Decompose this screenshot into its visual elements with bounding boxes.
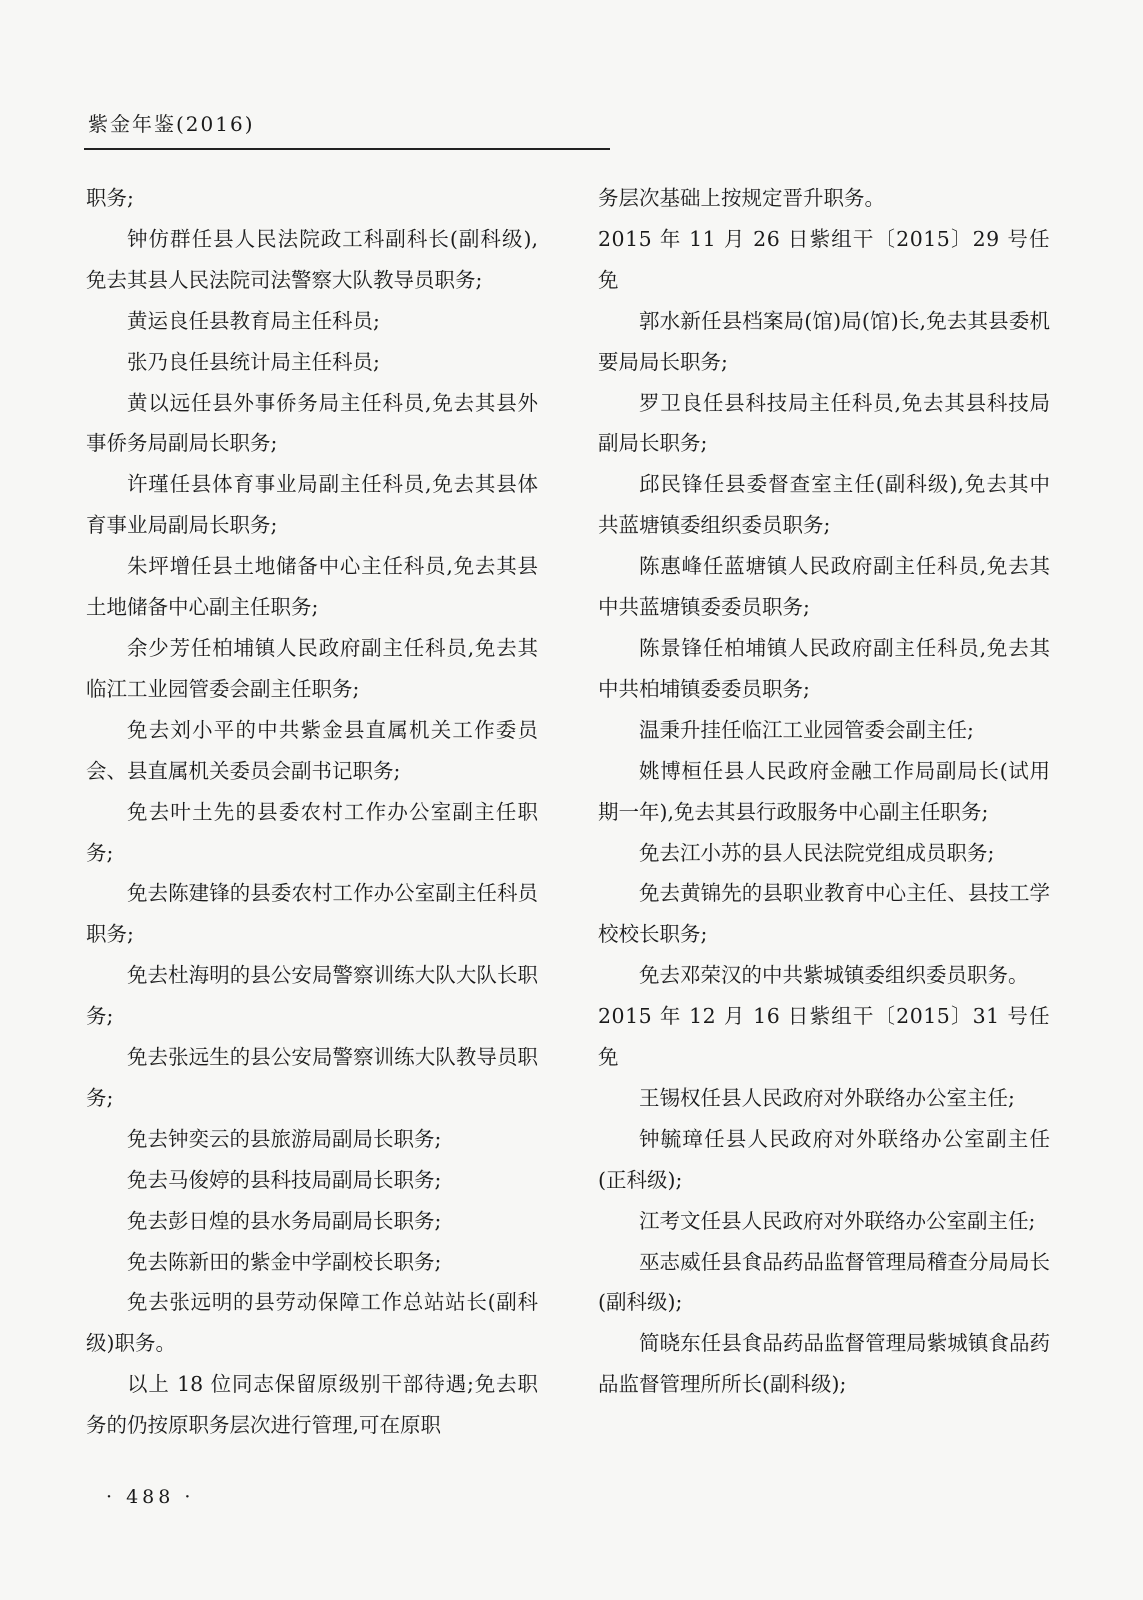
paragraph: 张乃良任县统计局主任科员; — [127, 349, 380, 374]
paragraph: 免去叶土先的县委农村工作办公室副主任职务; — [86, 799, 538, 865]
paragraph: 免去江小苏的县人民法院党组成员职务; — [639, 840, 995, 865]
paragraph: 简晓东任县食品药品监督管理局紫城镇食品药品监督管理所所长(副科级); — [598, 1331, 1050, 1397]
paragraph: 职务; — [86, 186, 134, 210]
paragraph: 王锡权任县人民政府对外联络办公室主任; — [639, 1085, 1015, 1110]
paragraph: 免去彭日煌的县水务局副局长职务; — [127, 1208, 442, 1233]
paragraph: 钟毓璋任县人民政府对外联络办公室副主任(正科级); — [598, 1126, 1050, 1192]
document-reference: 2015 年 12 月 16 日紫组干〔2015〕31 号任免 — [598, 1004, 1050, 1070]
paragraph: 免去钟奕云的县旅游局副局长职务; — [127, 1126, 442, 1151]
paragraph: 务层次基础上按规定晋升职务。 — [598, 186, 885, 210]
paragraph: 免去邓荣汉的中共紫城镇委组织委员职务。 — [639, 963, 1029, 988]
paragraph: 免去张远生的县公安局警察训练大队教导员职务; — [86, 1045, 538, 1110]
paragraph: 免去陈新田的紫金中学副校长职务; — [127, 1249, 442, 1274]
paragraph: 邱民锋任县委督查室主任(副科级),免去其中共蓝塘镇委组织委员职务; — [598, 472, 1050, 538]
paragraph: 陈惠峰任蓝塘镇人民政府副主任科员,免去其中共蓝塘镇委委员职务; — [598, 554, 1050, 620]
paragraph: 许瑾任县体育事业局副主任科员,免去其县体育事业局副局长职务; — [86, 472, 538, 538]
paragraph: 免去杜海明的县公安局警察训练大队大队长职务; — [86, 963, 538, 1029]
paragraph: 温秉升挂任临江工业园管委会副主任; — [639, 717, 974, 742]
right-column — [598, 178, 1050, 1405]
paragraph: 陈景锋任柏埔镇人民政府副主任科员,免去其中共柏埔镇委委员职务; — [598, 635, 1050, 701]
paragraph: 免去陈建锋的县委农村工作办公室副主任科员职务; — [86, 881, 538, 947]
paragraph: 余少芳任柏埔镇人民政府副主任科员,免去其临江工业园管委会副主任职务; — [86, 635, 538, 701]
paragraph: 江考文任县人民政府对外联络办公室副主任; — [639, 1208, 1036, 1233]
paragraph: 郭水新任县档案局(馆)局(馆)长,免去其县委机要局局长职务; — [598, 308, 1050, 374]
left-column — [86, 178, 538, 1446]
document-reference: 2015 年 11 月 26 日紫组干〔2015〕29 号任免 — [598, 226, 1050, 292]
header-rule — [84, 148, 610, 150]
paragraph: 以上 18 位同志保留原级别干部待遇;免去职务的仍按原职务层次进行管理,可在原职 — [86, 1372, 538, 1438]
page-number: · 488 · — [106, 1486, 195, 1508]
paragraph: 免去刘小平的中共紫金县直属机关工作委员会、县直属机关委员会副书记职务; — [86, 717, 538, 783]
paragraph: 黄以远任县外事侨务局主任科员,免去其县外事侨务局副局长职务; — [86, 390, 538, 456]
paragraph: 免去黄锦先的县职业教育中心主任、县技工学校校长职务; — [598, 881, 1050, 947]
paragraph: 巫志威任县食品药品监督管理局稽查分局局长(副科级); — [598, 1249, 1050, 1315]
paragraph: 朱坪增任县土地储备中心主任科员,免去其县土地储备中心副主任职务; — [86, 554, 538, 620]
paragraph: 罗卫良任县科技局主任科员,免去其县科技局副局长职务; — [598, 390, 1050, 456]
paragraph: 免去马俊婷的县科技局副局长职务; — [127, 1167, 442, 1192]
paragraph: 姚博桓任县人民政府金融工作局副局长(试用期一年),免去其县行政服务中心副主任职务; — [598, 758, 1050, 824]
paragraph: 钟仿群任县人民法院政工科副科长(副科级),免去其县人民法院司法警察大队教导员职务; — [86, 226, 538, 292]
paragraph: 黄运良任县教育局主任科员; — [127, 308, 380, 333]
paragraph: 免去张远明的县劳动保障工作总站站长(副科级)职务。 — [86, 1290, 538, 1356]
running-header: 紫金年鉴(2016) — [88, 112, 255, 136]
